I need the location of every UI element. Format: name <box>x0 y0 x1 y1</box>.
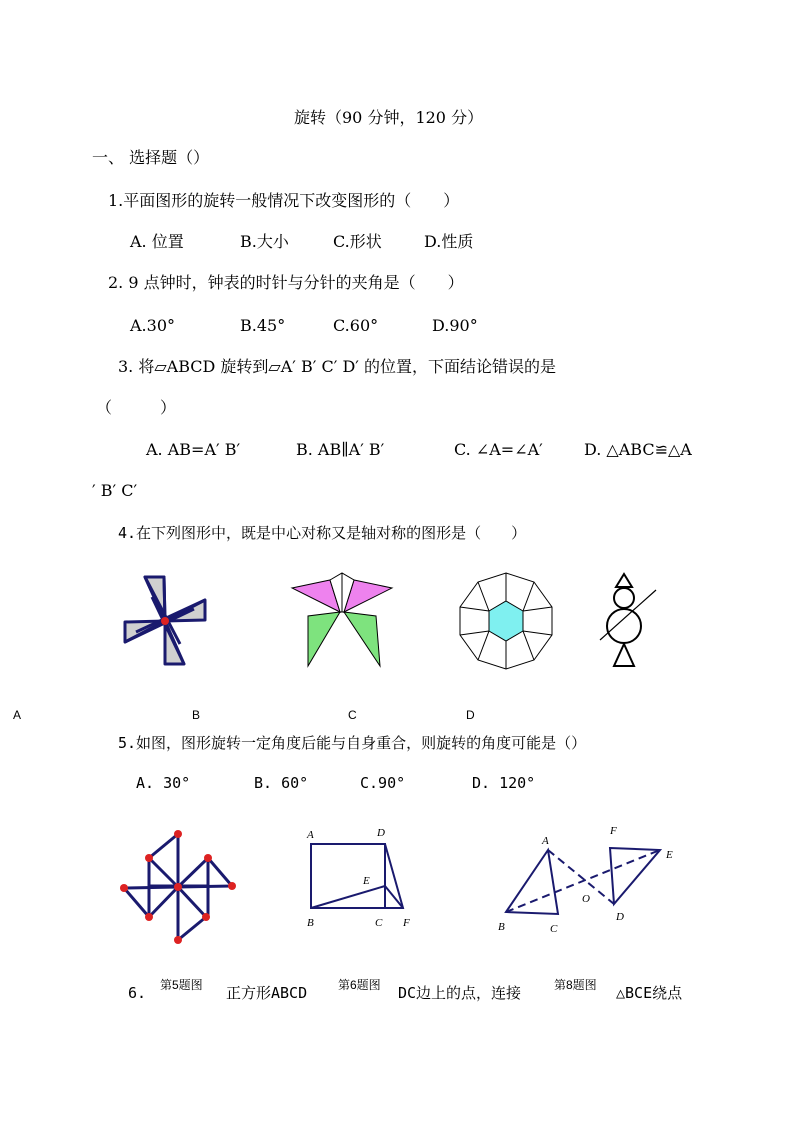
label-o: O <box>582 893 590 905</box>
q3-option-d: D. △ABC≌△A <box>584 440 692 459</box>
q6-part-4: △BCE绕点 <box>616 984 683 1002</box>
label-f: F <box>403 917 410 929</box>
question-4-stem: 4.在下列图形中，既是中心对称又是轴对称的图形是（ ） <box>118 524 527 542</box>
figure-4a-pinwheel <box>118 570 218 670</box>
q1-option-b: B.大小 <box>240 232 289 251</box>
figure-label-a: A <box>13 708 22 722</box>
label-f: F <box>610 825 617 837</box>
figure-4c-decagon <box>456 571 556 671</box>
q3-option-b: B. AB∥A′ B′ <box>296 440 385 459</box>
label-a: A <box>307 829 314 841</box>
q3-option-a: A. AB=A′ B′ <box>146 440 241 459</box>
q1-option-a: A. 位置 <box>130 232 184 251</box>
q5-option-c: C.90° <box>360 774 406 792</box>
q2-option-c: C.60° <box>333 316 379 335</box>
question-1-stem: 1.平面图形的旋转一般情况下改变图形的（ ） <box>108 191 460 210</box>
q1-option-d: D.性质 <box>424 232 474 251</box>
question-5-stem: 5.如图，图形旋转一定角度后能与自身重合，则旋转的角度可能是（） <box>118 734 587 752</box>
label-c: C <box>550 923 558 935</box>
q5-option-b: B. 60° <box>254 774 309 792</box>
figure-6-square <box>303 822 423 932</box>
figure-label-d: D <box>466 708 475 722</box>
q6-part-3: DC边上的点，连接 <box>398 984 522 1002</box>
caption-fig-6: 第6题图 <box>338 978 381 992</box>
figure-4b-star <box>288 570 398 670</box>
q2-option-a: A.30° <box>130 316 175 335</box>
q2-option-b: B.45° <box>240 316 286 335</box>
label-c: C <box>375 917 383 929</box>
q2-option-d: D.90° <box>432 316 478 335</box>
q1-option-c: C.形状 <box>333 232 382 251</box>
label-a: A <box>542 835 549 847</box>
label-d: D <box>377 827 385 839</box>
label-e: E <box>363 875 370 887</box>
label-b: B <box>498 921 505 933</box>
label-b: B <box>307 917 314 929</box>
section-heading: 一、 选择题（） <box>92 148 210 167</box>
page-title: 旋转（90 分钟，120 分） <box>294 108 484 127</box>
q3-option-c: C. ∠A=∠A′ <box>454 440 543 459</box>
figure-label-b: B <box>192 708 201 722</box>
caption-fig-8: 第8题图 <box>554 978 597 992</box>
label-e: E <box>666 849 673 861</box>
q6-part-1: 6. <box>128 984 147 1002</box>
figure-8-triangles <box>494 820 684 940</box>
q3-option-d-cont: ′ B′ C′ <box>92 481 138 500</box>
figure-label-c: C <box>348 708 357 722</box>
label-d: D <box>616 911 624 923</box>
question-3-stem: 3. 将▱ABCD 旋转到▱A′ B′ C′ D′ 的位置，下面结论错误的是 <box>118 357 556 376</box>
question-3-stem-cont: （ ） <box>96 398 177 417</box>
q6-part-2: 正方形ABCD <box>226 984 308 1002</box>
question-2-stem: 2. 9 点钟时，钟表的时针与分针的夹角是（ ） <box>108 273 464 292</box>
q5-option-d: D. 120° <box>472 774 536 792</box>
q5-option-a: A. 30° <box>136 774 191 792</box>
figure-4d-figure <box>592 570 662 670</box>
caption-fig-5: 第5题图 <box>160 978 203 992</box>
figure-5-pinwheel <box>116 826 246 946</box>
